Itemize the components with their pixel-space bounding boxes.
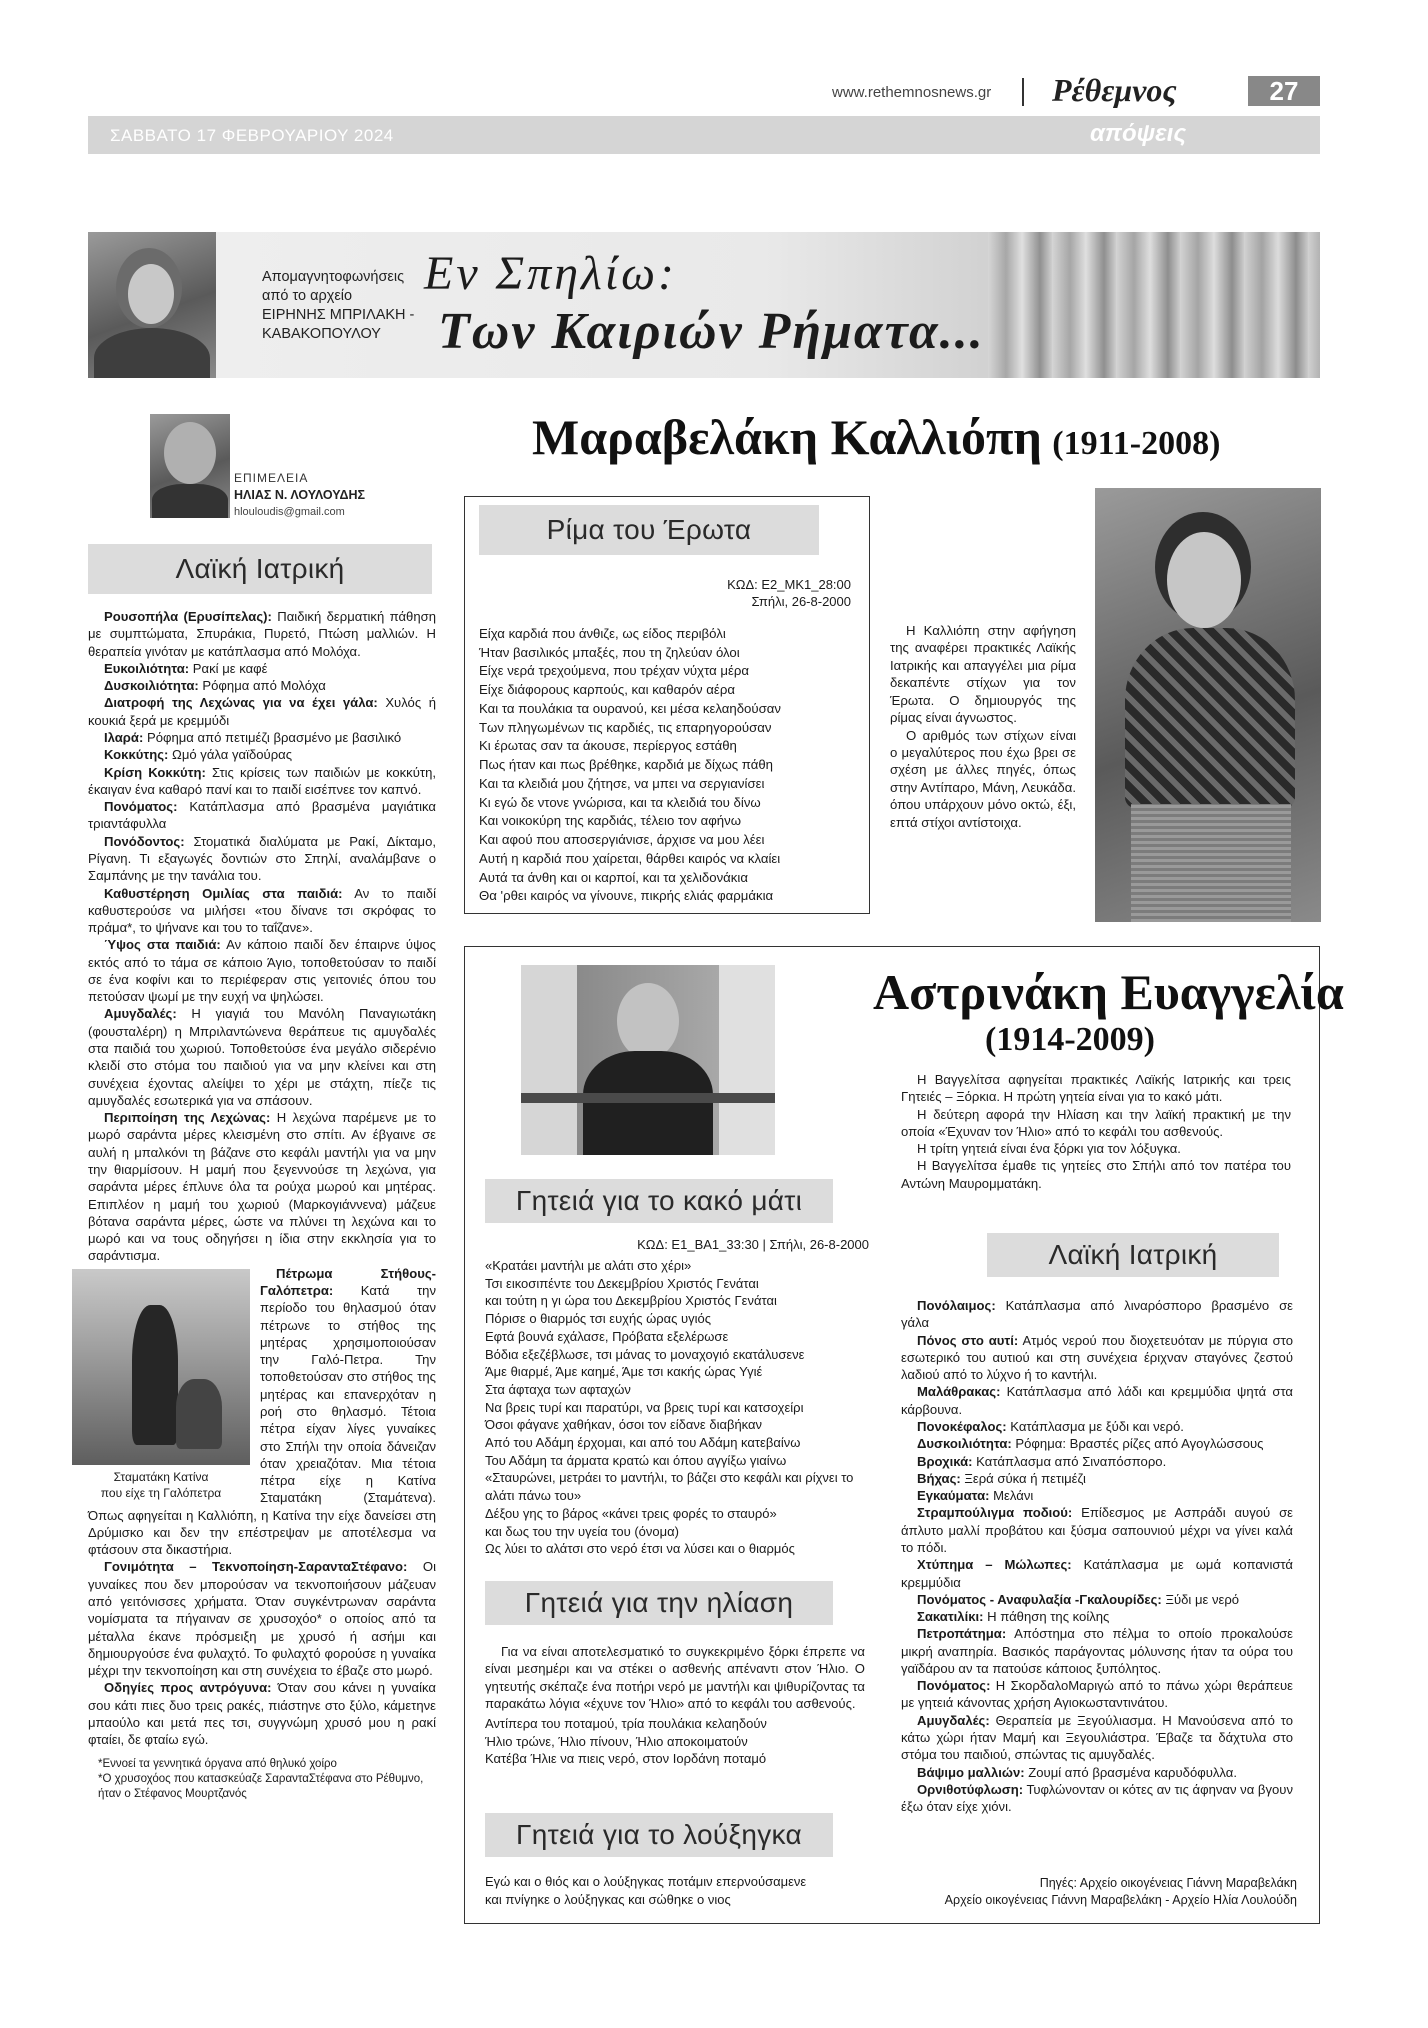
kalliopi-story-2: Ο αριθμός των στίχων είναι ο μεγαλύτερος που έχω βρει σε σχέση με άλλες πηγές, όπως στην Αντίπαρο, Μάνη, Λευκάδα. όπου υπάρχουν μόνο οκτώ, έξι, επτά στίχοι αντίστοιχα. (890, 727, 1076, 830)
banner-portrait-photo (88, 232, 216, 378)
paper-name: Ρέθεμνος (1052, 72, 1177, 108)
galopetra-figure (72, 1269, 250, 1501)
left-entry-6-term: Κρίση Κοκκύτη: (104, 764, 206, 780)
footnote-2: *Ο χρυσοχόος που κατασκεύαζε ΣαρανταΣτέφανα στο Ρέθυμνο, ήταν ο Στέφανος Μουρτζανός (98, 1772, 424, 1800)
left-entry-4-term: Ιλαρά: (104, 729, 144, 745)
editor-name: ΗΛΙΑΣ Ν. ΛΟΥΛΟΥΔΗΣ (234, 488, 366, 502)
evangelia-medicine-text (901, 1297, 1293, 1815)
header-separator (1022, 78, 1024, 106)
ev-entry-7-text: Μελάνι (989, 1488, 1034, 1504)
left-entry-3-term: Διατροφή της Λεχώνας για να έχει γάλα: (104, 695, 378, 711)
evil-eye-line-9: Να βρεις τυρί και παρατύρι, να βρεις τυρί και κατσοχείρι (485, 1399, 804, 1415)
rima-line-12: Και αφού που αποσεργιάνισε, άρχισε να μου λέει (479, 832, 765, 848)
sources-line-1: Πηγές: Αρχείο οικογένειας Γιάννη Μαραβελάκη (1039, 1876, 1297, 1890)
editor-email[interactable]: hlouloudis@gmail.com (234, 506, 345, 518)
left-entry-7-term: Πονόματος: (104, 799, 178, 815)
left-entry-2-term: Δυσκοιλιότητα: (104, 678, 199, 694)
katina-caption-line-2: που είχε τη Γαλόπετρα (100, 1485, 222, 1500)
left-entry-8 (88, 833, 436, 885)
ev-entry-14 (901, 1712, 1293, 1764)
evil-eye-line-16: Ως λύει το αλάτσι στο νερό έτσι να λύσει και ο θιαρμός (485, 1541, 795, 1557)
left-entry-1 (88, 660, 436, 677)
evil-eye-code: ΚΩΔ: Ε1_ΒΑ1_33:30 | Σπήλι, 26-8-2000 (637, 1237, 869, 1252)
ev-entry-8-text: Επίδεσμος με Ασπράδι αυγού σε άπλυτο μαλλί προβάτου και ξύσμα σαπουνιού μέχρι να γίνει καλά το πόδι. (901, 1505, 1293, 1555)
ev-entry-10-text: Ξύδι με νερό (1161, 1591, 1240, 1607)
ev-entry-2-term: Μαλάθρακας: (917, 1384, 1001, 1400)
left-entry-0-term: Ρουσοπήλα (Ερυσίπελας): (104, 609, 272, 624)
left-entry-4 (88, 729, 436, 746)
ev-entry-9 (901, 1556, 1293, 1591)
ev-entry-11 (901, 1608, 1293, 1625)
ev-entry-16-text: Τυφλώνονταν οι κότες αν τις άφηναν να βγουν έξω όταν είχε χιόνι. (901, 1781, 1293, 1815)
evangelia-railing-shape (521, 1093, 775, 1103)
ev-entry-6 (901, 1470, 1293, 1487)
sources-line-2: Αρχείο οικογένειας Γιάννη Μαραβελάκη - Αρχείο Ηλία Λουλούδη (944, 1893, 1297, 1907)
ev-entry-10 (901, 1591, 1293, 1608)
left-entry-5 (88, 746, 436, 763)
portrait-shoulders-shape (94, 328, 210, 378)
left-entry2-1-text: Όταν σου κάνει η γυναίκα σου κάτι πιες δυο τρεις ρακές, πιάστηνε στο ξύλο, κάμετηνε μπαούλο και μετά πες τσι, συγγνώμη χρυσό μου η ρακί φταίει, δε φταίω εγώ. (88, 1680, 436, 1748)
left-entry-10-text: Αν κάποιο παιδί δεν έπαιρνε ύψος εκτός από το τάμα σε κάποιο Άγιο, τοποθετούσαν το παιδί σε ένα κοφίνι και το περιέφεραν στις γειτονιές όπου του πετούσαν ψωμί με την ευχή να ψηλώσει. (88, 937, 436, 1005)
left-entry-12-text: Η λεχώνα παρέμενε με το μωρό σαράντα μέρες κλεισμένη στο σπίτι. Αν έβγαινε σε αυλή η μπαλκόνι τη βάζανε στο κεφάλι μαντήλι για να μην την θιαρμίσουν. Η μαμή που ξεγεννούσε τη λεχώνα, για σαράντα μέρες έπλυνε όλα τα ρούχα μωρού και μητέρας. Επιπλέον η μαμή του χωριού (Μαρκογιάννενα) μάζευε βότανα σαράντα μέρες, ώστε να πλύνει τη λεχώνα και το μωρό και να τους οδηγήσει η ίδια στην εκκλησία για το σαράντισμα. (88, 1110, 437, 1264)
left-entry-6 (88, 764, 436, 799)
ev-entry-1 (901, 1332, 1293, 1384)
ev-entry-8-term: Στραμπούλιγμα ποδιού: (917, 1505, 1073, 1521)
sunstroke-poem (485, 1715, 865, 1768)
katina-photo (72, 1269, 250, 1465)
left-entry-5-text: Ωμό γάλα γαϊδούρας (168, 747, 293, 763)
left-entry-2-text: Ρόφημα από Μολόχα (198, 678, 326, 694)
sunstroke-intro: Για να είναι αποτελεσματικό το συγκεκριμένο ξόρκι έπρεπε να είναι μεσημέρι και να στέκει ο ασθενής απέναντι στον Ήλιο. Ο γητευτής σκέπαζε ένα ποτήρι νερό με μαντήλι και ψιθυρίζοντας τα παρακάτω λόγια «έχυνε τον Ήλιο» από το κεφάλι του ασθενούς. (485, 1644, 865, 1712)
ev-entry-9-text: Κατάπλασμα με ωμά κοπανιστά κρεμμύδια (901, 1557, 1293, 1590)
left-entry2-1-term: Οδηγίες προς αντρόγυνα: (104, 1680, 272, 1696)
left-medicine-text (88, 608, 436, 1802)
footnote-1: *Εννοεί τα γεννητικά όργανα από θηλυκό χοίρο (98, 1757, 337, 1770)
katina-caption-line-1: Σταματάκη Κατίνα (113, 1469, 209, 1484)
left-entry-12 (88, 1109, 436, 1265)
ev-entry-7 (901, 1487, 1293, 1504)
footnotes (88, 1757, 436, 1802)
left-entry-6-text: Στις κρίσεις των παιδιών με κοκκύτη, έκαιγαν ένα καθαρό πανί και το παιδί εισέπνεε τον καπνό. (88, 764, 436, 797)
left-entry-5-term: Κοκκύτης: (104, 747, 169, 763)
banner-credit-line-3: ΕΙΡΗΝΗΣ ΜΠΡΙΛΑΚΗ - (262, 307, 415, 323)
ev-entry-12-text: Απόστημα στο πέλμα το οποίο προκαλούσε μικρή αναπηρία. Βασικός παράγοντας μόλυνσης ήταν τα ούρα του γαϊδάρου αν τα πατούσε κάποιος ξυπόλητος. (901, 1626, 1293, 1676)
ev-entry-5 (901, 1453, 1293, 1470)
evil-eye-line-1: «Κρατάει μαντήλι με αλάτι στο χέρι» (485, 1258, 692, 1273)
banner-masks-photo (988, 232, 1320, 378)
left-entry-12-term: Περιποίηση της Λεχώνας: (104, 1110, 271, 1126)
kalliopi-skirt-shape (1131, 804, 1291, 922)
kalliopi-body-shape (1125, 628, 1295, 808)
kalliopi-years: (1911-2008) (1052, 425, 1221, 462)
evangelia-years: (1914-2009) (985, 1021, 1155, 1058)
ev-entry-6-term: Βήχας: (917, 1470, 961, 1486)
ev-entry-15 (901, 1764, 1293, 1781)
editor-photo (150, 414, 230, 518)
ev-entry-11-text: Η πάθηση της κοίλης (983, 1609, 1110, 1625)
left-entry-11-term: Αμυγδαλές: (104, 1006, 177, 1022)
portrait-face-shape (128, 264, 174, 324)
left-entry-1-text: Ρακί με καφέ (189, 660, 268, 676)
ev-entry-5-text: Κατάπλασμα από Σιναπόσπορο. (972, 1453, 1167, 1469)
rima-line-9: Και τα κλειδιά μου ζήτησε, να μπει να σεργιανίσει (479, 775, 765, 791)
evangelia-intro-2: Η δεύτερη αφορά την Ηλίαση και την λαϊκή πρακτική με την οποία «Έχυναν τον Ήλιο» από το κεφάλι του ασθενούς. (901, 1106, 1291, 1139)
ev-entry-3-text: Κατάπλασμα με ξύδι και νερό. (1006, 1418, 1184, 1434)
banner-credit-line-4: ΚΑΒΑΚΟΠΟΥΛΟΥ (262, 326, 381, 342)
rima-line-8: Πως ήταν και πως βρέθηκε, καρδιά με δίχως πάθη (479, 757, 774, 773)
evangelia-photo (521, 965, 775, 1155)
ev-entry-15-term: Βάψιμο μαλλιών: (917, 1764, 1025, 1780)
ev-entry-4-term: Δυσκοιλιότητα: (917, 1436, 1012, 1452)
left-entry-8-text: Στοματικά διαλύματα με Ρακί, Δίκταμο, Ρίγανη. Τι εξαγωγές δοντιών στο Σπηλί, αναλάμβανε ο Σαμπάνης με την τανάλια του. (88, 833, 436, 884)
ev-entry-7-term: Εγκαύματα: (917, 1488, 990, 1504)
kalliopi-story (890, 622, 1076, 831)
rima-line-2: Ήταν βασιλικός μπαξές, που τη ζηλεύαν όλοι (479, 644, 740, 660)
ev-entry-1-text: Ατμός νερού που διοχετευόταν με πύργια στο εσωτερικό του αυτιού και στη συνέχεια έριχναν σταγόνες ζεστού λαδιού από το λύχνο ή το καντήλι. (901, 1332, 1294, 1383)
evil-eye-line-2: Τσι εικοσιπέντε του Δεκεμβρίου Χριστός Γενάται (485, 1275, 759, 1291)
ev-entry-3-term: Πονοκέφαλος: (917, 1418, 1007, 1434)
rima-place-date: Σπήλι, 26-8-2000 (751, 594, 851, 609)
ev-entry-3 (901, 1418, 1293, 1435)
ev-entry-2-text: Κατάπλασμα από λάδι και κρεμμύδια ψητά στα κάρβουνα. (901, 1384, 1293, 1417)
left-entry-8-term: Πονόδοντος: (104, 833, 185, 849)
ev-entry-12 (901, 1625, 1293, 1677)
katina-caption (72, 1469, 250, 1501)
rima-line-13: Αυτή η καρδιά που χαίρεται, θάρθει καιρός να κλαίει (479, 850, 781, 866)
ev-entry-5-term: Βροχικά: (917, 1453, 973, 1469)
rima-box (464, 496, 870, 914)
left-entry-7 (88, 798, 436, 833)
ev-entry-14-text: Θεραπεία με Ξεγούλιασμα. Η Μανούσενα από το κάτω χώρι ήταν Μαμή και Ξεγουλιάστρα. Έβαζε τα δάχτυλα στο στόμα του παιδιού, σπώντας τις αμυγδαλές. (901, 1712, 1293, 1763)
ev-entry-13 (901, 1677, 1293, 1712)
galopetra-block (88, 1265, 436, 1559)
evil-eye-line-10: Όσοι φάγανε χαθήκαν, όσοι τον είδανε διαβήκαν (485, 1417, 763, 1433)
ev-entry-4 (901, 1435, 1293, 1452)
ev-entry-8 (901, 1504, 1293, 1556)
page-number: 27 (1248, 76, 1320, 106)
left-entry-11-text: Η γιαγιά του Μανόλη Παναγιωτάκη (φουσταλέρη) η Μπριλαντώνενα θεράπευε τις αμυγδαλές στα παιδιά του χωριού. Τοποθετούσε ένα μεγάλο σιδερένιο κλειδί στο στόμα του παιδιού για να μην κλείνει και στη συνέχεια έχοντας αλείψει το χέρι με στάχτη, πίεζε τις αμυγδαλές εσωτερικά για να σπάσουν. (88, 1006, 436, 1108)
left-entry-1-term: Ευκοιλιότητα: (104, 660, 190, 676)
left-entry2-0 (88, 1558, 436, 1679)
left-entry-3-text: Χυλός ή κουκιά ξερά με κρεμμύδι (88, 695, 436, 728)
left-entry2-0-text: Οι γυναίκες που δεν μπορούσαν να τεκνοποιήσουν μάζευαν από γειτόνισσες χρήματα. Όταν συγκέντρωναν σαράντα νομίσματα τα πήγαιναν σε χρυσοχόο* ο οποίος από τα μέταλλα έκανε πρόσμειξη με χρυσό ή ασήμι και δημιουργούσε ένα φυλαχτό. Το φυλαχτό φορούσε η γυναίκα μέχρι την τεκνοποίηση και στη συνέχεια το έβαζε στο μωρό. (88, 1559, 436, 1679)
left-entry-0-text: Παιδική δερματική πάθηση με συμπτώματα, Σπυράκια, Πυρετό, Πτώση μαλλιών. Η θεραπεία γινόταν με κατάπλασμα από Μολόχα. (88, 609, 436, 659)
banner-credit-line-1: Απομαγνητοφωνήσεις (262, 269, 405, 285)
evangelia-intro (901, 1071, 1291, 1192)
evil-eye-line-8: Στα άφταχα των αφταχών (485, 1381, 631, 1397)
left-entry-9 (88, 885, 436, 937)
rima-line-15: Θα 'ρθει καιρός να γίνουνε, πικρής ελιάς φαρμάκια (479, 888, 774, 904)
rima-heading: Ρίμα του Έρωτα (479, 505, 819, 555)
left-entry-10 (88, 936, 436, 1005)
banner-title-line-1: Εν Σπηλίω: (424, 247, 678, 300)
banner-credit-line-2: από το αρχείο (262, 288, 353, 304)
sunstroke-heading: Γητειά για την ηλίαση (485, 1581, 833, 1625)
kalliopi-name: Μαραβελάκη Καλλιόπη (532, 409, 1042, 465)
evangelia-box (464, 946, 1344, 1924)
rima-line-11: Και νοικοκύρη της καρδιάς, τέλειο τον αφήνω (479, 813, 741, 829)
rima-line-1: Είχα καρδιά που άνθιζε, ως είδος περιβόλι (479, 626, 726, 641)
sources (945, 1875, 1297, 1909)
sunstroke-line-3: Κατέβα Ήλιε να πιεις νερό, στον Ιορδάνη ποταμό (485, 1751, 767, 1767)
left-entry-9-text: Αν το παιδί καθυστερούσε να μιλήσει «του δίνανε τσι σκρόφας το πράμα*, το ψήνανε και του το ταΐζανε». (88, 885, 437, 936)
kalliopi-title (532, 408, 1220, 466)
evil-eye-line-5: Εφτά βουνά εχάλασε, Πρόβατα εξελέρωσε (485, 1328, 729, 1344)
ev-entry-9-term: Χτύπημα – Μώλωπες: (917, 1557, 1072, 1573)
left-entry-3 (88, 694, 436, 729)
evangelia-intro-3: Η τρίτη γητειά είναι ένα ξόρκι για τον λόξυγκα. (917, 1141, 1181, 1157)
rima-code: ΚΩΔ: Ε2_ΜΚ1_28:00 (727, 577, 851, 592)
ev-entry-2 (901, 1383, 1293, 1418)
kalliopi-face-shape (1167, 532, 1241, 628)
sunstroke-line-1: Αντίπερα του ποταμού, τρία πουλάκια κελαηδούν (485, 1716, 767, 1731)
evil-eye-poem (485, 1257, 865, 1558)
ev-entry-0 (901, 1297, 1293, 1332)
ev-entry-16 (901, 1781, 1293, 1816)
left-entry-4-text: Ρόφημα από πετιμέζι βρασμένο με βασιλικό (143, 729, 402, 745)
ev-entry-4-text: Ρόφημα: Βραστές ρίζες από Αγογλώσσους (1011, 1436, 1264, 1452)
left-entry2-0-term: Γονιμότητα – Τεκνοποίηση-ΣαρανταΣτέφανο: (104, 1559, 408, 1575)
ev-entry-10-term: Πονόματος - Αναφυλαξία -Γκαλουρίδες: (917, 1591, 1162, 1607)
kalliopi-story-1: Η Καλλιόπη στην αφήγηση της αναφέρει πρακτικές Λαϊκής Ιατρικής και απαγγέλει μια ρίμα δεκαπέντε στίχων για τον Έρωτα. Ο δημιουργός της ρίμας είναι άγνωστος. (890, 623, 1076, 726)
ev-entry-13-text: Η ΣκορδαλοΜαριγώ από το πάνω χώρι θεράπευε με γητειά κάνοντας χρήση Αγιοκωσταντινάτου. (901, 1678, 1293, 1711)
evil-eye-line-15: και δως του την υγεία του (όνομα) (485, 1523, 679, 1539)
ev-entry-16-term: Ορνιθοτύφλωση: (917, 1781, 1024, 1797)
rima-line-4: Είχε διάφορους καρπούς, και καθαρόν αέρα (479, 682, 735, 698)
header-date: ΣΑΒΒΑΤΟ 17 ΦΕΒΡΟΥΑΡΙΟΥ 2024 (110, 126, 394, 145)
evil-eye-line-3: και τούτη η γι ώρα του Δεκεμβρίου Χριστός Γενάται (485, 1293, 777, 1309)
rima-poem (479, 625, 781, 906)
rima-line-14: Αυτά τα άνθη και οι καρποί, και τα χελιδονάκια (479, 869, 748, 885)
evil-eye-line-11: Από του Αδάμη έρχομαι, και από του Αδάμη κατεβαίνω (485, 1435, 801, 1451)
rima-line-3: Είχε νερά τρεχούμενα, που τρέχαν νύχτα μέρα (479, 663, 749, 679)
rima-line-5: Και τα πουλάκια τα ουρανού, κει μέσα κελαηδούσαν (479, 700, 781, 716)
ev-entry-11-term: Σακατιλίκι: (917, 1609, 984, 1625)
ev-entry-0-term: Πονόλαιμος: (917, 1298, 996, 1313)
galopetra-term: Πέτρωμα Στήθους-Γαλόπετρα: (260, 1265, 436, 1298)
evil-eye-heading: Γητειά για το κακό μάτι (485, 1179, 833, 1223)
evil-eye-line-14: Δέξου γης το βάρος «κάνει τρεις φορές το σταυρό» (485, 1505, 777, 1521)
left-entry-10-term: Ύψος στα παιδιά: (104, 937, 221, 953)
evil-eye-line-4: Πόρισε ο θιαρμός τσι ευχής ώρας υγιός (485, 1311, 712, 1327)
ev-entry-1-term: Πόνος στο αυτί: (917, 1332, 1019, 1348)
evil-eye-line-6: Βόδια εξεζέβλωσε, τσι μάνας το μοναχογιό εκατάλυσενε (485, 1346, 805, 1362)
left-entry-11 (88, 1005, 436, 1109)
section-label: απόψεις (1090, 120, 1187, 147)
rima-line-7: Κι έρωτας σαν τα άκουσε, περίεργος εστάθη (479, 738, 737, 754)
evil-eye-line-7: Άμε θιαρμέ, Άμε καημέ, Άμε τσι κακής ώρας Υγιέ (485, 1364, 763, 1380)
evil-eye-line-13: «Σταυρώνει, μετράει το μαντήλι, το βάζει στο κεφάλι και ρίχνει το αλάτι πάνω του» (485, 1470, 854, 1504)
left-entry-9-term: Καθυστέρηση Ομιλίας στα παιδιά: (104, 885, 343, 901)
banner (88, 232, 1320, 378)
left-entry-2 (88, 677, 436, 694)
evangelia-head-shape (617, 983, 679, 1059)
left-medicine-heading: Λαϊκή Ιατρική (88, 544, 432, 594)
ev-entry-6-text: Ξερά σύκα ή πετιμέζι (960, 1470, 1086, 1486)
galopetra-text: Κατά την περίοδο του θηλασμού όταν πέτρωνε το στήθος της μητέρας χρησιμοποιούσαν την Γαλό-Πετρα. Την τοποθετούσαν στο στήθος της μητέρας και επανερχόταν η ροή στο θηλασμό. Τέτοια πέτρα είχαν λίγες γυναίκες στο Σπήλι την οποία δάνειζαν όταν χρειαζόταν. Μια τέτοια πέτρα είχε η Κατίνα Σταματάκη (Σταμάτενα). Όπως αφηγείται η Καλλιόπη, η Κατίνα την είχε δανείσει στη Δρύμισκο και δεν την επέστρεψαν με αποτέλεσμα να φτάσουν στα δικαστήρια. (88, 1282, 436, 1558)
banner-title-line-2: Των Καιριών Ρήματα... (438, 303, 985, 360)
katina-child-shape (176, 1379, 222, 1449)
hiccup-text: Εγώ και ο θιός και ο λούξηγκας ποτάμιν επερνούσαμενε και πνίγηκε ο λούξηγκας και σώθηκε ο νιος (485, 1874, 807, 1907)
editor-head-shape (164, 422, 216, 484)
ev-entry-15-text: Ζουμί από βρασμένα καρυδόφυλλα. (1024, 1764, 1237, 1780)
banner-credit (262, 268, 414, 344)
ev-entry-14-term: Αμυγδαλές: (917, 1712, 990, 1728)
rima-line-10: Κι εγώ δε ντονε γνώρισα, και τα κλειδιά του δίνω (479, 794, 761, 810)
editor-label: ΕΠΙΜΕΛΕΙΑ (234, 471, 309, 485)
ev-entry-13-term: Πονόματος: (917, 1678, 991, 1694)
editor-body-shape (152, 484, 228, 518)
ev-entry-0-text: Κατάπλασμα από λιναρόσπορο βρασμένο σε γάλα (901, 1298, 1293, 1331)
ev-entry-12-term: Πετροπάτημα: (917, 1626, 1007, 1642)
evangelia-name: Αστρινάκη Ευαγγελία (873, 964, 1344, 1020)
sunstroke-line-2: Ήλιο τρώνε, Ήλιο πίνουν, Ήλιο αποκοιματούν (485, 1733, 748, 1749)
evil-eye-line-12: Του Αδάμη τα άρματα κρατώ και όπου αγγίξω γιαίνω (485, 1452, 787, 1468)
left-entry-7-text: Κατάπλασμα από βρασμένα μαγιάτικα τριαντάφυλλα (88, 799, 436, 832)
evangelia-body-shape (583, 1051, 713, 1155)
rima-line-6: Των πληγωμένων τις καρδιές, τις επαρηγορούσαν (479, 719, 772, 735)
hiccup-heading: Γητειά για το λούξηγκα (485, 1813, 833, 1857)
kalliopi-photo (1095, 488, 1321, 922)
evangelia-intro-4: Η Βαγγελίτσα έμαθε τις γητείες στο Σπήλι από τον πατέρα του Αντώνη Μαυρομματάκη. (901, 1158, 1291, 1191)
left-entry-0 (88, 608, 436, 660)
evangelia-intro-1: Η Βαγγελίτσα αφηγείται πρακτικές Λαϊκής Ιατρικής και τρεις Γητειές – Ξόρκια. Η πρώτη γητεία είναι για το κακό μάτι. (901, 1072, 1291, 1105)
katina-figure-shape (132, 1305, 178, 1445)
left-entry2-1 (88, 1679, 436, 1748)
header-website[interactable]: www.rethemnosnews.gr (832, 84, 992, 101)
evangelia-medicine-heading: Λαϊκή Ιατρική (987, 1233, 1279, 1277)
